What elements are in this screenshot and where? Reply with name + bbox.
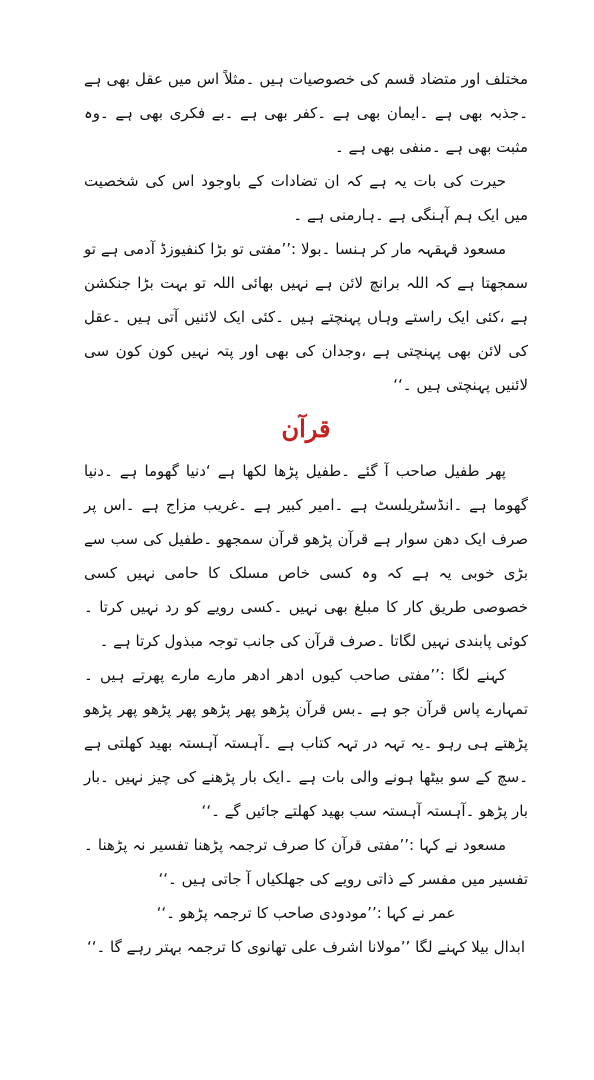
page-content: [84, 62, 528, 964]
paragraph-2: حیرت کی بات یہ ہے کہ ان تضادات کے باوجود اس کی شخصیت میں ایک ہم آہنگی ہے ۔ہارمنی ہے ۔: [84, 172, 528, 224]
paragraph-3: مسعود قہقہہ مار کر ہنسا ۔بولا :’’مفتی تو بڑا کنفیوزڈ آدمی ہے تو سمجھتا ہے کہ اللہ برانچ لائن ہے نہیں بھائی اللہ تو بہت بڑا جنکشن ہے ،کئی ایک راستے وہاں پہنچتے ہیں ۔کئی ایک لائنیں آتی ہیں ۔عقل کی لائن بھی پہنچتی ہے ،وجدان کی بھی اور پتہ نہیں کون کون سی لائنیں پہنچتی ہیں ۔‘‘: [84, 240, 528, 394]
paragraph-6: مسعود نے کہا :’’مفتی قرآن کا صرف ترجمہ پڑھنا تفسیر نہ پڑھنا ۔تفسیر میں مفسر کے ذاتی رویے کی جھلکیاں آ جاتی ہیں ۔‘‘: [84, 836, 528, 888]
paragraph-7: عمر نے کہا :’’مودودی صاحب کا ترجمہ پڑھو ۔‘‘: [156, 904, 456, 922]
section-heading: قرآن: [281, 414, 331, 443]
paragraph-5: کہنے لگا :’’مفتی صاحب کیوں ادھر ادھر مارے مارے پھرتے ہیں ۔تمہارے پاس قرآن جو ہے ۔بس قرآن پڑھو پھر پڑھو پھر پڑھو پھر پڑھو پڑھتے ہی رہو ۔یہ تہہ در تہہ کتاب ہے ۔آہستہ آہستہ بھید کھلتی ہے ۔سچ کے سو بیٹھا ہونے والی بات ہے ۔ایک بار پڑھنے کی چیز نہیں ۔بار بار پڑھو ۔آہستہ آہستہ سب بھید کھلتے جائیں گے ۔‘‘: [84, 666, 528, 820]
paragraph-8: ابدال بیلا کہنے لگا ’’مولانا اشرف علی تھانوی کا ترجمہ بہتر رہے گا ۔‘‘: [86, 938, 526, 956]
paragraph-1: مختلف اور متضاد قسم کی خصوصیات ہیں ۔مثلاً اس میں عقل بھی ہے ۔جذبہ بھی ہے ۔ایمان بھی ہے ۔کفر بھی ہے ۔بے فکری بھی ہے ۔وہ مثبت بھی ہے ۔منفی بھی ہے ۔: [84, 70, 528, 156]
paragraph-4: پھر طفیل صاحب آ گئے ۔طفیل پڑھا لکھا ہے ‘دنیا گھوما ہے ۔دنیا گھوما ہے ۔انڈسٹریلسٹ ہے ۔امیر کبیر ہے ۔غریب مزاج ہے ۔اس پر صرف ایک دھن سوار ہے قرآن پڑھو قرآن سمجھو ۔طفیل کی سب سے بڑی خوبی یہ ہے کہ وہ کسی خاص مسلک کا حامی نہیں کسی خصوصی طریق کار کا مبلغ بھی نہیں ۔کسی رویے کو رد نہیں کرتا ۔کوئی پابندی نہیں لگاتا ۔صرف قرآن کی جانب توجہ مبذول کرتا ہے ۔: [84, 462, 528, 650]
